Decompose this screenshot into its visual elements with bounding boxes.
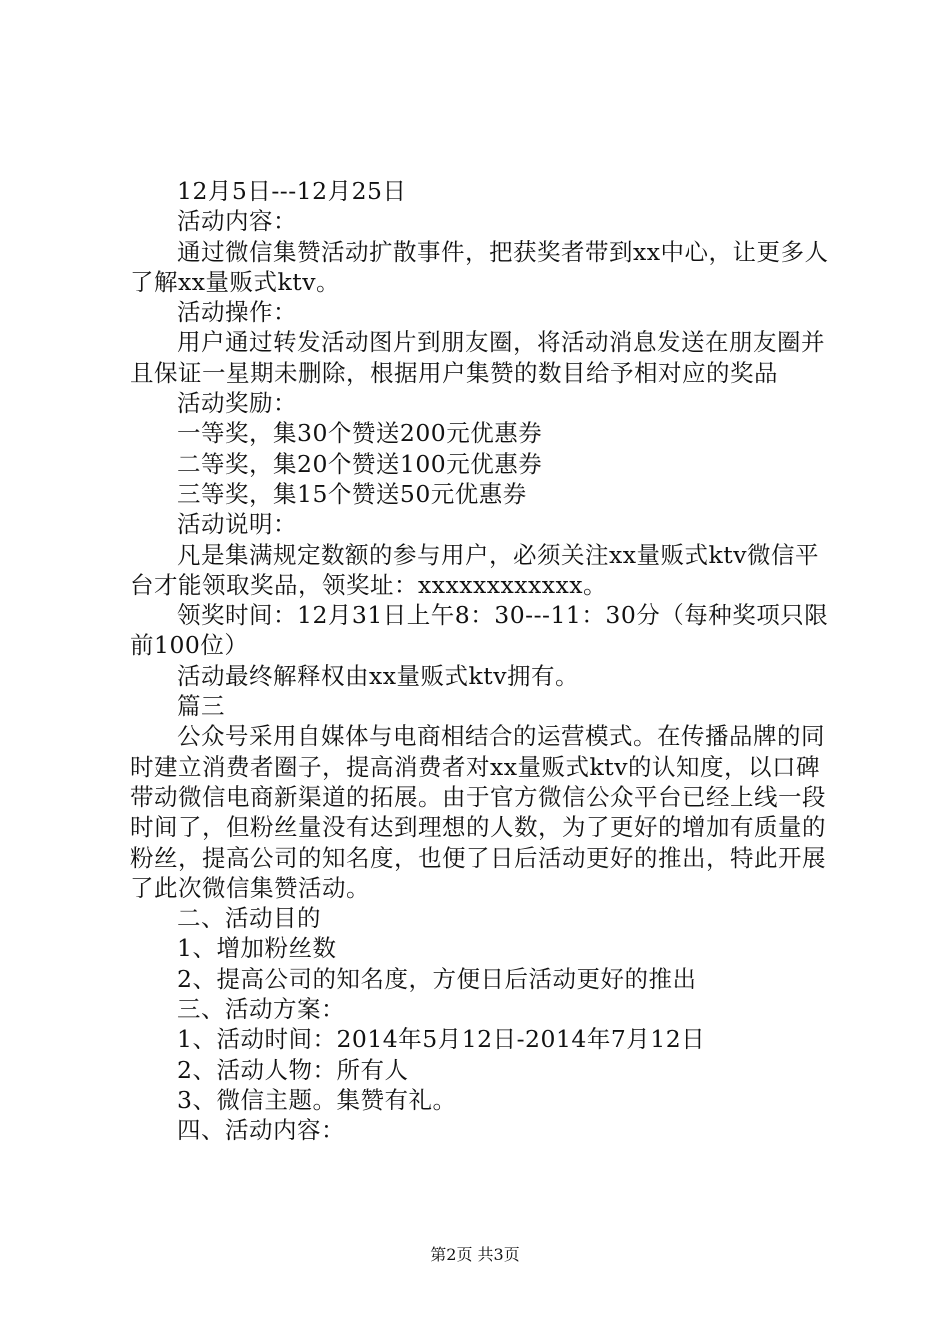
reward-third-prize: 三等奖，集15个赞送50元优惠券 (177, 479, 527, 508)
heading-activity-rewards: 活动奖励： (177, 389, 297, 418)
paragraph-claim-time: 领奖时间：12月31日上午8：30---11：30分（每种奖项只限前100位） (130, 601, 829, 660)
plan-item-people: 2、活动人物：所有人 (177, 1055, 409, 1084)
section-title-part-three: 篇三 (177, 692, 225, 721)
document-body (130, 176, 835, 1146)
paragraph-final-interpretation: 活动最终解释权由xx量贩式ktv拥有。 (177, 661, 579, 690)
reward-first-prize: 一等奖，集30个赞送200元优惠券 (177, 419, 543, 448)
paragraph-activity-notes: 凡是集满规定数额的参与用户，必须关注xx量贩式ktv微信平台才能领取奖品，领奖址：xxxxxxxxxxxx。 (130, 540, 819, 599)
paragraph-activity-operation: 用户通过转发活动图片到朋友圈，将活动消息发送在朋友圈并且保证一星期未删除，根据用户集赞的数目给予相对应的奖品 (130, 328, 825, 387)
page-number-footer: 第2页 共3页 (430, 1245, 520, 1264)
plan-item-theme: 3、微信主题。集赞有礼。 (177, 1085, 457, 1114)
heading-activity-plan: 三、活动方案： (177, 995, 345, 1024)
heading-activity-notes: 活动说明： (177, 510, 297, 539)
heading-activity-goals: 二、活动目的 (177, 904, 321, 933)
paragraph-background: 公众号采用自媒体与电商相结合的运营模式。在传播品牌的同时建立消费者圈子，提高消费者对xx量贩式ktv的认知度，以口碑带动微信电商新渠道的拓展。由于官方微信公众平台已经上线一段时间了，但粉丝量没有达到理想的人数，为了更好的增加有质量的粉丝，提高公司的知名度，也便了日后活动更好的推出，特此开展了此次微信集赞活动。 (130, 722, 826, 902)
goal-item-1: 1、增加粉丝数 (177, 934, 337, 963)
paragraph-activity-dates: 12月5日---12月25日 (177, 177, 407, 205)
heading-activity-content: 活动内容： (177, 207, 297, 236)
plan-item-time: 1、活动时间：2014年5月12日-2014年7月12日 (177, 1025, 706, 1054)
paragraph-activity-content: 通过微信集赞活动扩散事件，把获奖者带到xx中心，让更多人了解xx量贩式ktv。 (130, 237, 829, 296)
goal-item-2: 2、提高公司的知名度，方便日后活动更好的推出 (177, 964, 697, 993)
heading-activity-content-4: 四、活动内容： (177, 1116, 345, 1145)
heading-activity-operation: 活动操作： (177, 298, 297, 327)
reward-second-prize: 二等奖，集20个赞送100元优惠券 (177, 449, 543, 478)
